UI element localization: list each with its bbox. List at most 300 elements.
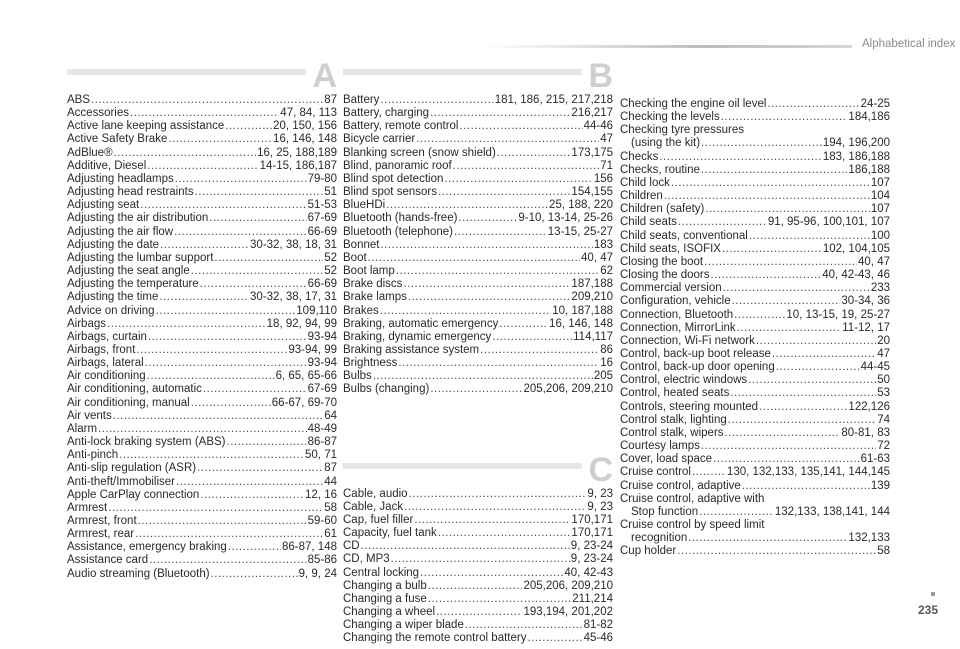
index-pages: 44-46 bbox=[583, 120, 613, 133]
index-entry bbox=[343, 606, 613, 619]
dot-leader bbox=[168, 133, 272, 146]
index-pages: 16, 146, 148 bbox=[273, 133, 337, 146]
section-header-c bbox=[343, 450, 613, 489]
index-term: Bulbs bbox=[343, 370, 372, 383]
index-list-c bbox=[343, 488, 613, 646]
index-entry bbox=[343, 553, 613, 566]
index-pages: 16, 146, 148 bbox=[549, 317, 613, 330]
index-term: Anti-pinch bbox=[67, 449, 119, 462]
index-term: Active lane keeping assistance bbox=[67, 120, 225, 133]
index-pages: 216,217 bbox=[571, 107, 613, 120]
index-term: recognition bbox=[631, 532, 688, 545]
index-entry bbox=[343, 527, 613, 540]
index-term: Braking, automatic emergency bbox=[343, 317, 499, 330]
index-entry bbox=[620, 427, 890, 440]
index-entry bbox=[620, 164, 890, 177]
index-term: Assistance, emergency braking bbox=[67, 541, 227, 554]
index-entry bbox=[343, 305, 613, 318]
dot-leader bbox=[767, 98, 859, 111]
index-entry bbox=[620, 453, 890, 466]
index-term: Changing a wiper blade bbox=[343, 619, 464, 632]
index-pages: 9, 23 bbox=[587, 487, 613, 500]
index-entry bbox=[620, 322, 890, 335]
index-term: Anti-lock braking system (ABS) bbox=[67, 436, 226, 449]
index-entry bbox=[343, 567, 613, 580]
index-term: Adjusting seat bbox=[67, 199, 140, 212]
dot-leader bbox=[147, 160, 258, 173]
index-term: Battery, charging bbox=[343, 107, 430, 120]
index-entry bbox=[67, 462, 337, 475]
index-pages: 47 bbox=[877, 347, 890, 360]
index-pages: 9, 23-24 bbox=[570, 553, 613, 566]
index-term: Anti-theft/Immobiliser bbox=[67, 475, 176, 488]
dot-leader bbox=[699, 506, 774, 519]
dot-leader bbox=[730, 387, 876, 400]
index-term: Connection, Wi-Fi network bbox=[620, 334, 755, 347]
index-pages: 47, 84, 113 bbox=[280, 107, 337, 120]
dot-leader bbox=[453, 160, 600, 173]
dot-leader bbox=[396, 265, 599, 278]
index-pages: 18, 92, 94, 99 bbox=[266, 317, 337, 330]
index-pages: 139 bbox=[870, 479, 890, 492]
index-pages: 67-69 bbox=[307, 212, 337, 225]
index-entry bbox=[343, 619, 613, 632]
index-entry bbox=[343, 593, 613, 606]
index-term: Child lock bbox=[620, 176, 670, 189]
dot-leader bbox=[108, 502, 323, 515]
dot-leader bbox=[701, 137, 822, 150]
index-pages: 93-94 bbox=[307, 330, 337, 343]
dot-leader bbox=[725, 427, 841, 440]
index-entry bbox=[343, 265, 613, 278]
index-term: Braking, dynamic emergency bbox=[343, 330, 492, 343]
index-term: Air conditioning, manual bbox=[67, 396, 190, 409]
index-pages: 183 bbox=[593, 238, 613, 251]
index-term: Brake lamps bbox=[343, 291, 407, 304]
index-term: Closing the boot bbox=[620, 255, 704, 268]
index-pages: 87 bbox=[324, 462, 337, 475]
index-entry bbox=[620, 532, 890, 545]
index-term: Anti-slip regulation (ASR) bbox=[67, 462, 197, 475]
index-pages: 59-60 bbox=[307, 515, 337, 527]
index-term: Adjusting the air flow bbox=[67, 225, 174, 238]
dot-leader bbox=[380, 94, 493, 107]
section-rule bbox=[343, 463, 613, 469]
index-pages: 186,188 bbox=[848, 163, 890, 176]
dot-leader bbox=[444, 173, 592, 186]
index-pages: 24-25 bbox=[860, 98, 890, 110]
index-term: Additive, Diesel bbox=[67, 159, 147, 172]
index-entry bbox=[67, 383, 337, 396]
dot-leader bbox=[113, 410, 323, 423]
dot-leader bbox=[759, 401, 847, 414]
index-entry bbox=[343, 318, 613, 331]
index-term: Bonnet bbox=[343, 238, 380, 251]
dot-leader bbox=[98, 423, 307, 436]
index-entry bbox=[67, 94, 337, 107]
index-entry bbox=[620, 124, 890, 137]
dot-leader bbox=[145, 357, 307, 370]
index-term: Air conditioning bbox=[67, 370, 146, 383]
dot-leader bbox=[704, 256, 857, 269]
index-term: CD bbox=[343, 540, 360, 553]
index-pages: 45-46 bbox=[583, 632, 613, 645]
index-pages: 52 bbox=[324, 265, 337, 278]
index-term: Adjusting head restraints bbox=[67, 186, 194, 199]
dot-leader bbox=[527, 632, 582, 645]
index-term: Cruise control, adaptive bbox=[620, 479, 741, 492]
index-entry bbox=[620, 387, 890, 400]
dot-leader bbox=[200, 489, 304, 502]
index-term: Control stalk, lighting bbox=[620, 413, 727, 426]
index-term: Control, heated seats bbox=[620, 387, 730, 400]
index-pages: 9-10, 13-14, 25-26 bbox=[518, 212, 613, 225]
dot-leader bbox=[209, 212, 306, 225]
index-entry bbox=[620, 203, 890, 216]
index-term: Courtesy lamps bbox=[620, 440, 700, 453]
index-term: Configuration, vehicle bbox=[620, 295, 731, 308]
index-pages: 72 bbox=[877, 440, 890, 453]
index-term: Cup holder bbox=[620, 545, 677, 558]
index-pages: 122,126 bbox=[848, 400, 890, 413]
index-entry bbox=[67, 120, 337, 133]
index-pages: 154,155 bbox=[571, 186, 613, 199]
index-entry bbox=[343, 357, 613, 370]
index-pages: 87 bbox=[324, 94, 337, 106]
index-entry bbox=[620, 414, 890, 427]
index-pages: 40, 42-43, 46 bbox=[822, 269, 890, 282]
index-term: Armrest bbox=[67, 501, 108, 514]
index-pages: 47 bbox=[600, 133, 613, 146]
index-entry bbox=[67, 436, 337, 449]
index-entry bbox=[343, 133, 613, 146]
dot-leader bbox=[492, 331, 572, 344]
index-term: Controls, steering mounted bbox=[620, 400, 759, 413]
index-pages: 132,133 bbox=[848, 532, 890, 545]
dot-leader bbox=[705, 203, 869, 216]
index-pages: 30-34, 36 bbox=[841, 295, 890, 308]
index-pages: 181, 186, 215, 217,218 bbox=[494, 94, 613, 106]
index-pages: 80-81, 83 bbox=[841, 426, 890, 439]
index-entry bbox=[620, 230, 890, 243]
index-term: Blind spot sensors bbox=[343, 186, 437, 199]
dot-leader bbox=[748, 374, 876, 387]
header-rule bbox=[482, 45, 852, 48]
index-term: Brake discs bbox=[343, 278, 403, 291]
index-entry bbox=[67, 449, 337, 462]
index-entry bbox=[620, 282, 890, 295]
index-term: Assistance card bbox=[67, 554, 149, 567]
index-list-c-continued bbox=[620, 98, 890, 558]
dot-leader bbox=[499, 318, 548, 331]
dot-leader bbox=[225, 120, 272, 133]
dot-leader bbox=[459, 120, 582, 133]
index-pages: 209,210 bbox=[571, 291, 613, 304]
index-entry bbox=[343, 291, 613, 304]
index-term: Brightness bbox=[343, 357, 398, 370]
dot-leader bbox=[428, 580, 523, 593]
dot-leader bbox=[430, 107, 570, 120]
index-pages: 20 bbox=[877, 334, 890, 347]
index-pages: 93-94 bbox=[307, 357, 337, 370]
index-pages: 44 bbox=[324, 475, 337, 488]
index-pages: 40, 42-43 bbox=[564, 566, 613, 579]
index-pages: 107 bbox=[870, 203, 890, 216]
index-term: Adjusting the lumbar support bbox=[67, 251, 214, 264]
index-pages: 91, 95-96, 100,101, 107 bbox=[767, 216, 890, 229]
index-entry bbox=[343, 186, 613, 199]
index-term: Adjusting headlamps bbox=[67, 172, 174, 185]
dot-leader bbox=[191, 265, 323, 278]
index-term: Braking assistance system bbox=[343, 343, 480, 356]
index-entry bbox=[343, 514, 613, 527]
index-term: CD, MP3 bbox=[343, 553, 390, 566]
index-entry bbox=[620, 269, 890, 282]
index-entry bbox=[67, 107, 337, 120]
index-entry bbox=[343, 147, 613, 160]
index-entry bbox=[343, 383, 613, 396]
section-letter: C bbox=[582, 453, 613, 487]
index-entry bbox=[620, 335, 890, 348]
dot-leader bbox=[749, 230, 870, 243]
dot-leader bbox=[91, 94, 323, 107]
page-number: 235 bbox=[918, 603, 939, 617]
dot-leader bbox=[373, 370, 593, 383]
dot-leader bbox=[436, 606, 522, 619]
index-term: Boot bbox=[343, 251, 367, 264]
index-term: Connection, MirrorLink bbox=[620, 321, 736, 334]
index-term: Airbags, lateral bbox=[67, 357, 144, 370]
index-pages: 14-15, 186,187 bbox=[259, 159, 337, 172]
index-pages: 211,214 bbox=[572, 592, 613, 605]
index-pages: 104 bbox=[870, 190, 890, 203]
index-term: Adjusting the seat angle bbox=[67, 265, 190, 278]
index-entry bbox=[67, 265, 337, 278]
index-entry bbox=[343, 94, 613, 107]
dot-leader bbox=[107, 318, 266, 331]
index-pages: 51-53 bbox=[307, 199, 337, 212]
index-term: Cruise control, adaptive with bbox=[620, 492, 765, 505]
dot-leader bbox=[175, 173, 307, 186]
index-term: Children bbox=[620, 190, 663, 203]
index-pages: 67-69 bbox=[307, 383, 337, 396]
index-entry bbox=[67, 568, 337, 581]
index-pages: 9, 23-24 bbox=[570, 540, 613, 553]
index-pages: 25, 188, 220 bbox=[549, 199, 613, 212]
index-pages: 16, 25, 188,189 bbox=[257, 146, 337, 159]
index-entry bbox=[620, 151, 890, 164]
dot-leader bbox=[148, 331, 307, 344]
index-column-c bbox=[620, 98, 890, 558]
index-term: Cover, load space bbox=[620, 453, 713, 466]
index-entry bbox=[67, 133, 337, 146]
index-entry bbox=[67, 291, 337, 304]
index-entry bbox=[620, 295, 890, 308]
index-pages: 30-32, 38, 18, 31 bbox=[250, 238, 337, 251]
dot-leader bbox=[734, 309, 785, 322]
index-entry bbox=[620, 256, 890, 269]
index-term: Audio streaming (Bluetooth) bbox=[67, 567, 210, 580]
dot-leader bbox=[200, 278, 307, 291]
index-entry bbox=[343, 488, 613, 501]
index-term: Closing the doors bbox=[620, 269, 710, 282]
index-entry bbox=[620, 111, 890, 124]
index-term: Airbags, front bbox=[67, 343, 136, 356]
index-entry bbox=[67, 147, 337, 160]
index-pages: 86-87, 148 bbox=[282, 541, 337, 554]
index-entry bbox=[67, 541, 337, 554]
index-term: BlueHDi bbox=[343, 199, 386, 212]
index-entry bbox=[67, 502, 337, 515]
index-entry bbox=[620, 440, 890, 453]
index-term: Armrest, rear bbox=[67, 528, 135, 541]
index-pages: 6, 65, 65-66 bbox=[275, 370, 337, 383]
index-pages: 187,188 bbox=[571, 278, 613, 291]
index-term: Commercial version bbox=[620, 282, 722, 295]
index-term: Adjusting the air distribution bbox=[67, 212, 209, 225]
index-pages: 183, 186,188 bbox=[822, 150, 890, 163]
index-term: Children (safety) bbox=[620, 203, 705, 216]
dot-leader bbox=[156, 305, 296, 318]
index-pages: 170,171 bbox=[571, 513, 613, 526]
index-pages: 205 bbox=[593, 370, 613, 383]
index-pages: 50, 71 bbox=[305, 449, 337, 462]
index-term: Central locking bbox=[343, 566, 420, 579]
index-term: Control, back-up boot release bbox=[620, 347, 771, 360]
dot-leader bbox=[732, 295, 841, 308]
index-pages: 10, 13-15, 19, 25-27 bbox=[786, 308, 890, 321]
index-term: Blind, panoramic roof bbox=[343, 159, 452, 172]
index-entry bbox=[620, 374, 890, 387]
index-list-b bbox=[343, 94, 613, 397]
dot-leader bbox=[692, 466, 726, 479]
index-pages: 193,194, 201,202 bbox=[523, 606, 613, 618]
index-entry bbox=[67, 226, 337, 239]
index-entry bbox=[67, 160, 337, 173]
index-entry bbox=[620, 98, 890, 111]
index-term: Apple CarPlay connection bbox=[67, 488, 200, 501]
dot-leader bbox=[430, 383, 522, 396]
section-letter: A bbox=[306, 59, 337, 93]
index-pages: 170,171 bbox=[571, 527, 613, 540]
index-pages: 114,117 bbox=[573, 330, 613, 343]
dot-leader bbox=[776, 361, 860, 374]
dot-leader bbox=[420, 567, 563, 580]
index-term: Child seats, ISOFIX bbox=[620, 242, 721, 255]
index-term: Connection, Bluetooth bbox=[620, 308, 734, 321]
dot-leader bbox=[214, 252, 323, 265]
dot-leader bbox=[465, 619, 583, 632]
dot-leader bbox=[391, 553, 570, 566]
dot-leader bbox=[428, 593, 572, 606]
index-entry bbox=[620, 216, 890, 229]
index-entry bbox=[67, 370, 337, 383]
index-entry bbox=[343, 212, 613, 225]
index-term: Changing a bulb bbox=[343, 579, 427, 592]
index-term: Changing a wheel bbox=[343, 606, 436, 618]
index-term: Battery bbox=[343, 94, 380, 106]
index-term: Battery, remote control bbox=[343, 120, 459, 133]
index-entry bbox=[620, 519, 890, 532]
dot-leader bbox=[176, 476, 323, 489]
index-term: Blanking screen (snow shield) bbox=[343, 146, 496, 159]
index-pages: 79-80 bbox=[307, 172, 337, 185]
index-pages: 100 bbox=[870, 229, 890, 242]
dot-leader bbox=[114, 147, 257, 160]
index-entry bbox=[620, 348, 890, 361]
index-term: Boot lamp bbox=[343, 265, 395, 278]
index-pages: 13-15, 25-27 bbox=[547, 225, 613, 238]
dot-leader bbox=[368, 252, 580, 265]
index-term: Adjusting the time bbox=[67, 291, 159, 304]
dot-leader bbox=[159, 291, 249, 304]
index-pages: 71 bbox=[600, 159, 613, 172]
section-rule bbox=[67, 69, 337, 75]
dot-leader bbox=[438, 186, 570, 199]
index-term: Child seats, conventional bbox=[620, 229, 748, 242]
index-entry bbox=[67, 239, 337, 252]
dot-leader bbox=[191, 397, 271, 410]
dot-leader bbox=[701, 164, 848, 177]
index-term: Alarm bbox=[67, 422, 98, 435]
index-pages: 205,206, 209,210 bbox=[523, 383, 613, 396]
dot-leader bbox=[722, 243, 822, 256]
index-term: Checks, routine bbox=[620, 163, 700, 176]
dot-leader bbox=[737, 322, 842, 335]
section-letter: B bbox=[582, 59, 613, 93]
index-entry bbox=[343, 344, 613, 357]
index-pages: 44-45 bbox=[860, 361, 890, 374]
index-entry bbox=[67, 515, 337, 528]
index-term: Adjusting the date bbox=[67, 238, 160, 251]
index-term: Capacity, fuel tank bbox=[343, 527, 437, 540]
index-term: Checking the engine oil level bbox=[620, 98, 767, 110]
dot-leader bbox=[380, 239, 592, 252]
index-entry bbox=[620, 190, 890, 203]
index-term: Cruise control bbox=[620, 466, 691, 479]
dot-leader bbox=[772, 348, 876, 361]
index-entry bbox=[620, 545, 890, 558]
index-pages: 109,110 bbox=[296, 304, 337, 317]
section-header-b bbox=[343, 57, 613, 95]
index-entry bbox=[620, 177, 890, 190]
index-entry bbox=[343, 278, 613, 291]
index-entry bbox=[620, 137, 890, 150]
index-pages: 173,175 bbox=[571, 146, 613, 159]
dot-leader bbox=[147, 370, 275, 383]
page-header-title: Alphabetical index bbox=[862, 38, 956, 50]
index-entry bbox=[620, 401, 890, 414]
index-term: Bluetooth (hands-free) bbox=[343, 212, 458, 225]
dot-leader bbox=[403, 278, 570, 291]
index-entry bbox=[67, 305, 337, 318]
index-pages: 52 bbox=[324, 251, 337, 264]
index-pages: 93-94, 99 bbox=[288, 343, 337, 356]
index-entry bbox=[620, 466, 890, 479]
index-term: Control stalk, wipers bbox=[620, 426, 724, 439]
index-pages: 86-87 bbox=[307, 436, 337, 449]
dot-leader bbox=[149, 554, 306, 567]
index-pages: 40, 47 bbox=[581, 251, 613, 264]
index-term: Control, back-up door opening bbox=[620, 361, 775, 374]
dot-leader bbox=[454, 226, 547, 239]
index-pages: 107 bbox=[870, 176, 890, 189]
index-entry bbox=[343, 160, 613, 173]
index-term: Air vents bbox=[67, 409, 112, 422]
index-term: Bluetooth (telephone) bbox=[343, 225, 453, 238]
dot-leader bbox=[671, 177, 870, 190]
index-pages: 66-67, 69-70 bbox=[271, 396, 337, 409]
